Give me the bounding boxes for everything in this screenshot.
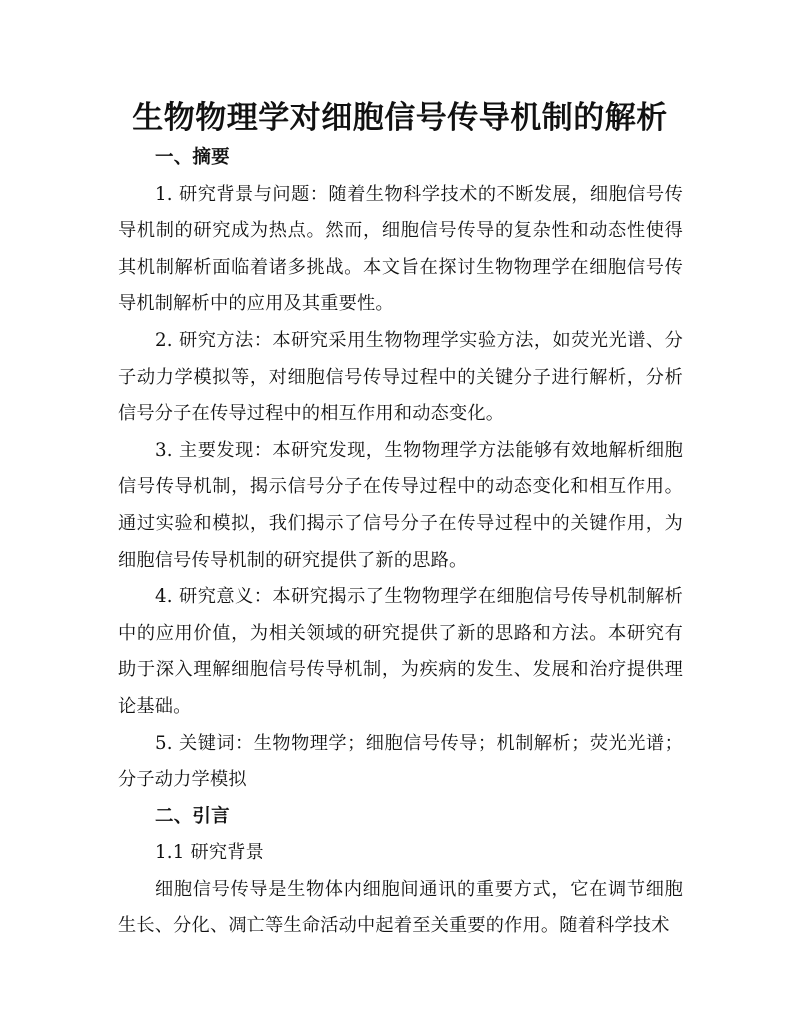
intro-paragraph: 细胞信号传导是生物体内细胞间通讯的重要方式，它在调节细胞生长、分化、凋亡等生命活动中起着至关重要的作用。随着科学技术 xyxy=(118,878,683,937)
abstract-item-methods: 2. 研究方法：本研究采用生物物理学实验方法，如荧光光谱、分子动力学模拟等，对细胞信号传导过程中的关键分子进行解析，分析信号分子在传导过程中的相互作用和动态变化。 xyxy=(118,329,683,425)
document-body xyxy=(118,140,683,945)
intro-subheading: 1.1 研究背景 xyxy=(155,842,265,864)
abstract-item-background: 1. 研究背景与问题：随着生物科学技术的不断发展，细胞信号传导机制的研究成为热点。然而，细胞信号传导的复杂性和动态性使得其机制解析面临着诸多挑战。本文旨在探讨生物物理学在细胞信号传导机制解析中的应用及其重要性。 xyxy=(118,183,683,315)
abstract-item-keywords: 5. 关键词：生物物理学；细胞信号传导；机制解析；荧光光谱；分子动力学模拟 xyxy=(118,732,683,791)
intro-heading: 二、引言 xyxy=(155,805,230,827)
abstract-item-significance: 4. 研究意义：本研究揭示了生物物理学在细胞信号传导机制解析中的应用价值，为相关领域的研究提供了新的思路和方法。本研究有助于深入理解细胞信号传导机制，为疾病的发生、发展和治疗提供理论基础。 xyxy=(118,586,683,717)
document-title: 生物物理学对细胞信号传导机制的解析 xyxy=(132,100,668,136)
abstract-item-findings: 3. 主要发现：本研究发现，生物物理学方法能够有效地解析细胞信号传导机制，揭示信号分子在传导过程中的动态变化和相互作用。通过实验和模拟，我们揭示了信号分子在传导过程中的关键作用，为细胞信号传导机制的研究提供了新的思路。 xyxy=(118,439,683,571)
abstract-heading: 一、摘要 xyxy=(155,147,230,168)
